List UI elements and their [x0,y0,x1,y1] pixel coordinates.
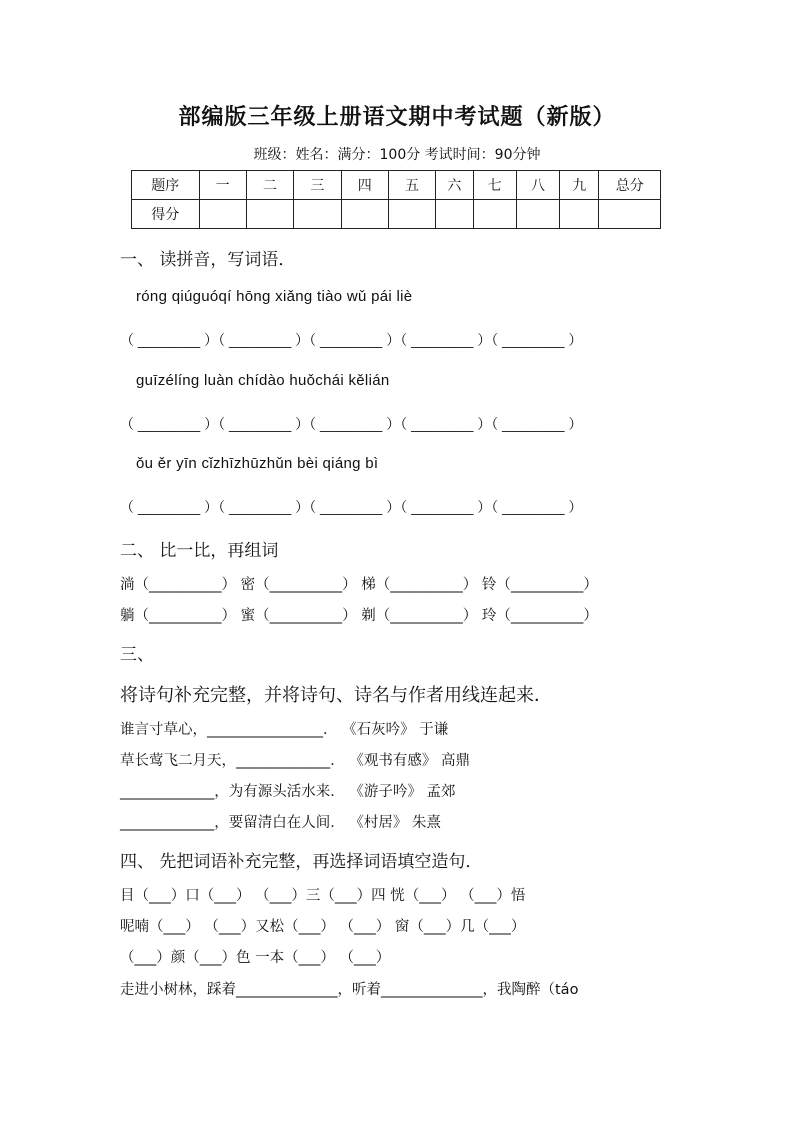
pinyin-row-3: ǒu ěr yīn cǐzhīzhūzhǔn bèi qiáng bì [136,455,379,472]
score-cell[interactable] [199,200,246,229]
score-table-score-row [132,200,661,229]
section-4-title: 四、 先把词语补充完整，再选择词语填空造句． [120,852,483,872]
score-cell[interactable] [473,200,516,229]
header-cell: 六 [436,171,473,200]
header-cell: 总分 [599,171,661,200]
row-label: 得分 [132,200,200,229]
compare-row-2[interactable]: 躺（__________） 蜜（__________） 剃（__________） 玲（__________） [120,608,598,624]
score-table [131,170,661,229]
pinyin-row-1: róng qiúguóqí hōng xiǎng tiào wǔ pái liè [136,288,413,305]
answer-blanks-1[interactable]: （ ________ ）（ ________ ）（ ________ ）（ ________ ）（ ________ ） [120,332,583,348]
section-1-title: 一、 读拼音，写词语． [120,250,296,270]
answer-blanks-3[interactable]: （ ________ ）（ ________ ）（ ________ ）（ ________ ）（ ________ ） [120,499,583,515]
poem-line-3[interactable]: _____________，为有源头活水来． 《游子吟》 孟郊 [120,784,456,800]
idiom-row-1[interactable]: 目（___）口（___） （___）三（___）四 恍（___） （___）悟 [120,888,526,904]
score-cell[interactable] [599,200,661,229]
score-cell[interactable] [560,200,599,229]
score-cell[interactable] [294,200,341,229]
header-cell: 二 [246,171,293,200]
poem-line-4[interactable]: _____________，要留清白在人间． 《村居》 朱熹 [120,815,441,831]
header-cell: 八 [516,171,559,200]
poem-line-1[interactable]: 谁言寸草心，________________． 《石灰吟》 于谦 [120,722,449,738]
score-cell[interactable] [516,200,559,229]
pinyin-row-2: guīzélíng luàn chídào huǒchái kělián [136,372,390,389]
score-cell[interactable] [341,200,388,229]
score-cell[interactable] [246,200,293,229]
answer-blanks-2[interactable]: （ ________ ）（ ________ ）（ ________ ）（ ________ ）（ ________ ） [120,416,583,432]
score-table-header-row [132,171,661,200]
section-3-label: 三、 [120,645,154,665]
compare-row-1[interactable]: 淌（__________） 密（__________） 梯（__________） 铃（__________） [120,577,598,593]
exam-info: 班级：姓名：满分：100分 考试时间：90分钟 [253,147,541,163]
header-cell: 七 [473,171,516,200]
score-cell[interactable] [436,200,473,229]
header-cell: 三 [294,171,341,200]
poem-line-2[interactable]: 草长莺飞二月天，_____________． 《观书有感》 高鼎 [120,753,470,769]
header-cell: 五 [388,171,435,200]
sentence-line[interactable]: 走进小树林，踩着______________，听着______________，我陶醉（táo [120,982,579,998]
idiom-row-3[interactable]: （___）颜（___）色 一本（___） （___） [120,950,391,966]
section-2-title: 二、 比一比，再组词 [120,541,279,561]
score-cell[interactable] [388,200,435,229]
header-cell: 四 [341,171,388,200]
idiom-row-2[interactable]: 呢喃（___） （___）又松（___） （___） 窗（___）几（___） [120,919,526,935]
header-cell: 九 [560,171,599,200]
header-cell: 题序 [132,171,200,200]
header-cell: 一 [199,171,246,200]
page-title: 部编版三年级上册语文期中考试题（新版） [178,104,616,130]
section-3-title: 将诗句补充完整，并将诗句、诗名与作者用线连起来． [120,685,552,706]
